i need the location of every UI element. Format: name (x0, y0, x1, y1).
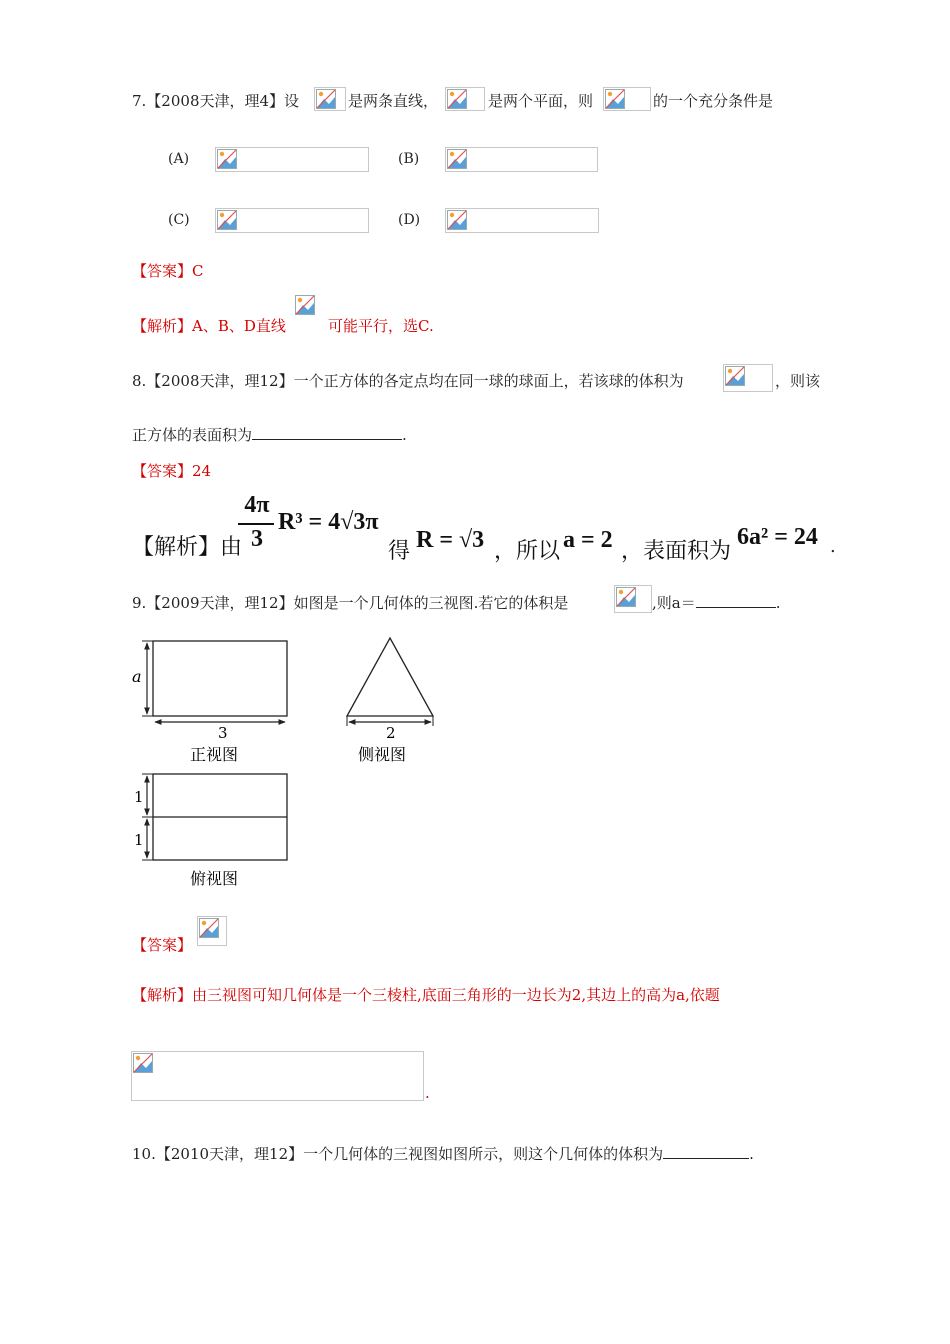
q7-option-b-image (445, 147, 598, 172)
q9-line-end: . (775, 594, 781, 612)
q8-de: 得 (388, 539, 411, 564)
q7-math-condition-image (603, 87, 651, 111)
broken-image-icon (616, 587, 636, 607)
q8-frac-num: 4π (244, 492, 270, 518)
q10-text: 10.【2010天津，理12】一个几何体的三视图如图所示，则这个几何体的体积为 (132, 1145, 664, 1163)
q8-eq4: 6a² = 24 (737, 524, 818, 550)
q9-line-b: ,则a＝ (652, 594, 696, 612)
q9-answer-blank (696, 593, 776, 608)
top-view-label: 俯视图 (190, 869, 239, 888)
q9-line-a: 9.【2009天津，理12】如图是一个几何体的三视图.若它的体积是 (132, 594, 569, 612)
q7-line (132, 90, 299, 111)
q7-option-a-label: (A) (168, 151, 190, 167)
side-view-label: 侧视图 (358, 745, 407, 764)
q8-sphere-volume-image (723, 364, 773, 392)
q7-part1: 是两条直线， (348, 92, 439, 110)
q8-answer-blank (252, 425, 402, 440)
q10-answer-blank (663, 1144, 749, 1159)
q7-math-planes-image (445, 87, 485, 111)
q9-volume-image (614, 585, 652, 613)
q9-line-b-wrap (652, 592, 781, 613)
q8-line1-a: 8.【2008天津，理12】一个正方体的各定点均在同一球的球面上，若该球的体积为 (132, 372, 684, 390)
q7-answer: 【答案】C (132, 262, 204, 280)
q8-area-label: ，表面积为 (621, 539, 732, 564)
broken-image-icon (447, 89, 467, 109)
q10-line-end: . (749, 1145, 754, 1163)
q9-analysis-end: . (425, 1084, 430, 1102)
broken-image-icon (295, 295, 315, 315)
q9-answer: 【答案】 (132, 936, 193, 954)
q7-option-c-label: (C) (168, 212, 190, 228)
q8-frac-bar (238, 523, 274, 525)
q7-analysis-a: 【解析】A、B、D直线 (132, 317, 286, 335)
dim-3: 3 (218, 724, 228, 742)
broken-image-icon (725, 366, 745, 386)
dim-1a: 1 (134, 788, 144, 806)
q8-end: . (830, 536, 836, 557)
broken-image-icon (447, 149, 467, 169)
q8-eq1: R³ = 4√3π (278, 509, 379, 535)
q7-option-a-image (215, 147, 369, 172)
dim-2: 2 (386, 724, 396, 742)
dim-a: a (132, 667, 142, 686)
broken-image-icon (447, 210, 467, 230)
q8-line2-text: 正方体的表面积为 (132, 426, 253, 444)
q8-line2 (132, 424, 407, 445)
q8-frac-den: 3 (251, 526, 263, 552)
q8-line1-b: ，则该 (775, 372, 821, 390)
q7-part3: 的一个充分条件是 (653, 92, 774, 110)
q8-line2-end: . (402, 426, 407, 444)
dim-1b: 1 (134, 831, 144, 849)
broken-image-icon (217, 210, 237, 230)
q9-analysis-image (131, 1051, 424, 1101)
q9-answer-image (197, 916, 227, 946)
q7-math-lines-image (314, 87, 346, 111)
front-view-rect (153, 641, 287, 716)
q8-analysis-label: 【解析】由 (132, 535, 243, 560)
q9-analysis: 【解析】由三视图可知几何体是一个三棱柱,底面三角形的一边长为2,其边上的高为a,依题 (132, 986, 720, 1004)
q7-option-c-image (215, 208, 369, 233)
broken-image-icon (217, 149, 237, 169)
q8-eq2: R = √3 (416, 527, 485, 553)
broken-image-icon (199, 918, 219, 938)
side-view-triangle (347, 638, 433, 716)
q7-option-b-label: (B) (398, 151, 420, 167)
q7-analysis-lines-image (293, 293, 327, 333)
three-view-figure (128, 630, 448, 892)
q7-part2: 是两个平面，则 (488, 92, 594, 110)
broken-image-icon (133, 1053, 153, 1073)
broken-image-icon (316, 89, 336, 109)
q8-suoyi: ，所以 (494, 539, 561, 564)
front-view-label: 正视图 (190, 745, 239, 764)
q7-option-d-label: (D) (398, 212, 421, 228)
q7-option-d-image (445, 208, 599, 233)
q7-prefix: 7.【2008天津，理4】设 (132, 92, 300, 110)
q10-line (132, 1143, 754, 1164)
broken-image-icon (605, 89, 625, 109)
q8-answer: 【答案】24 (132, 462, 212, 480)
q8-eq3: a = 2 (563, 527, 613, 553)
q7-analysis-b: 可能平行，选C. (328, 317, 434, 335)
